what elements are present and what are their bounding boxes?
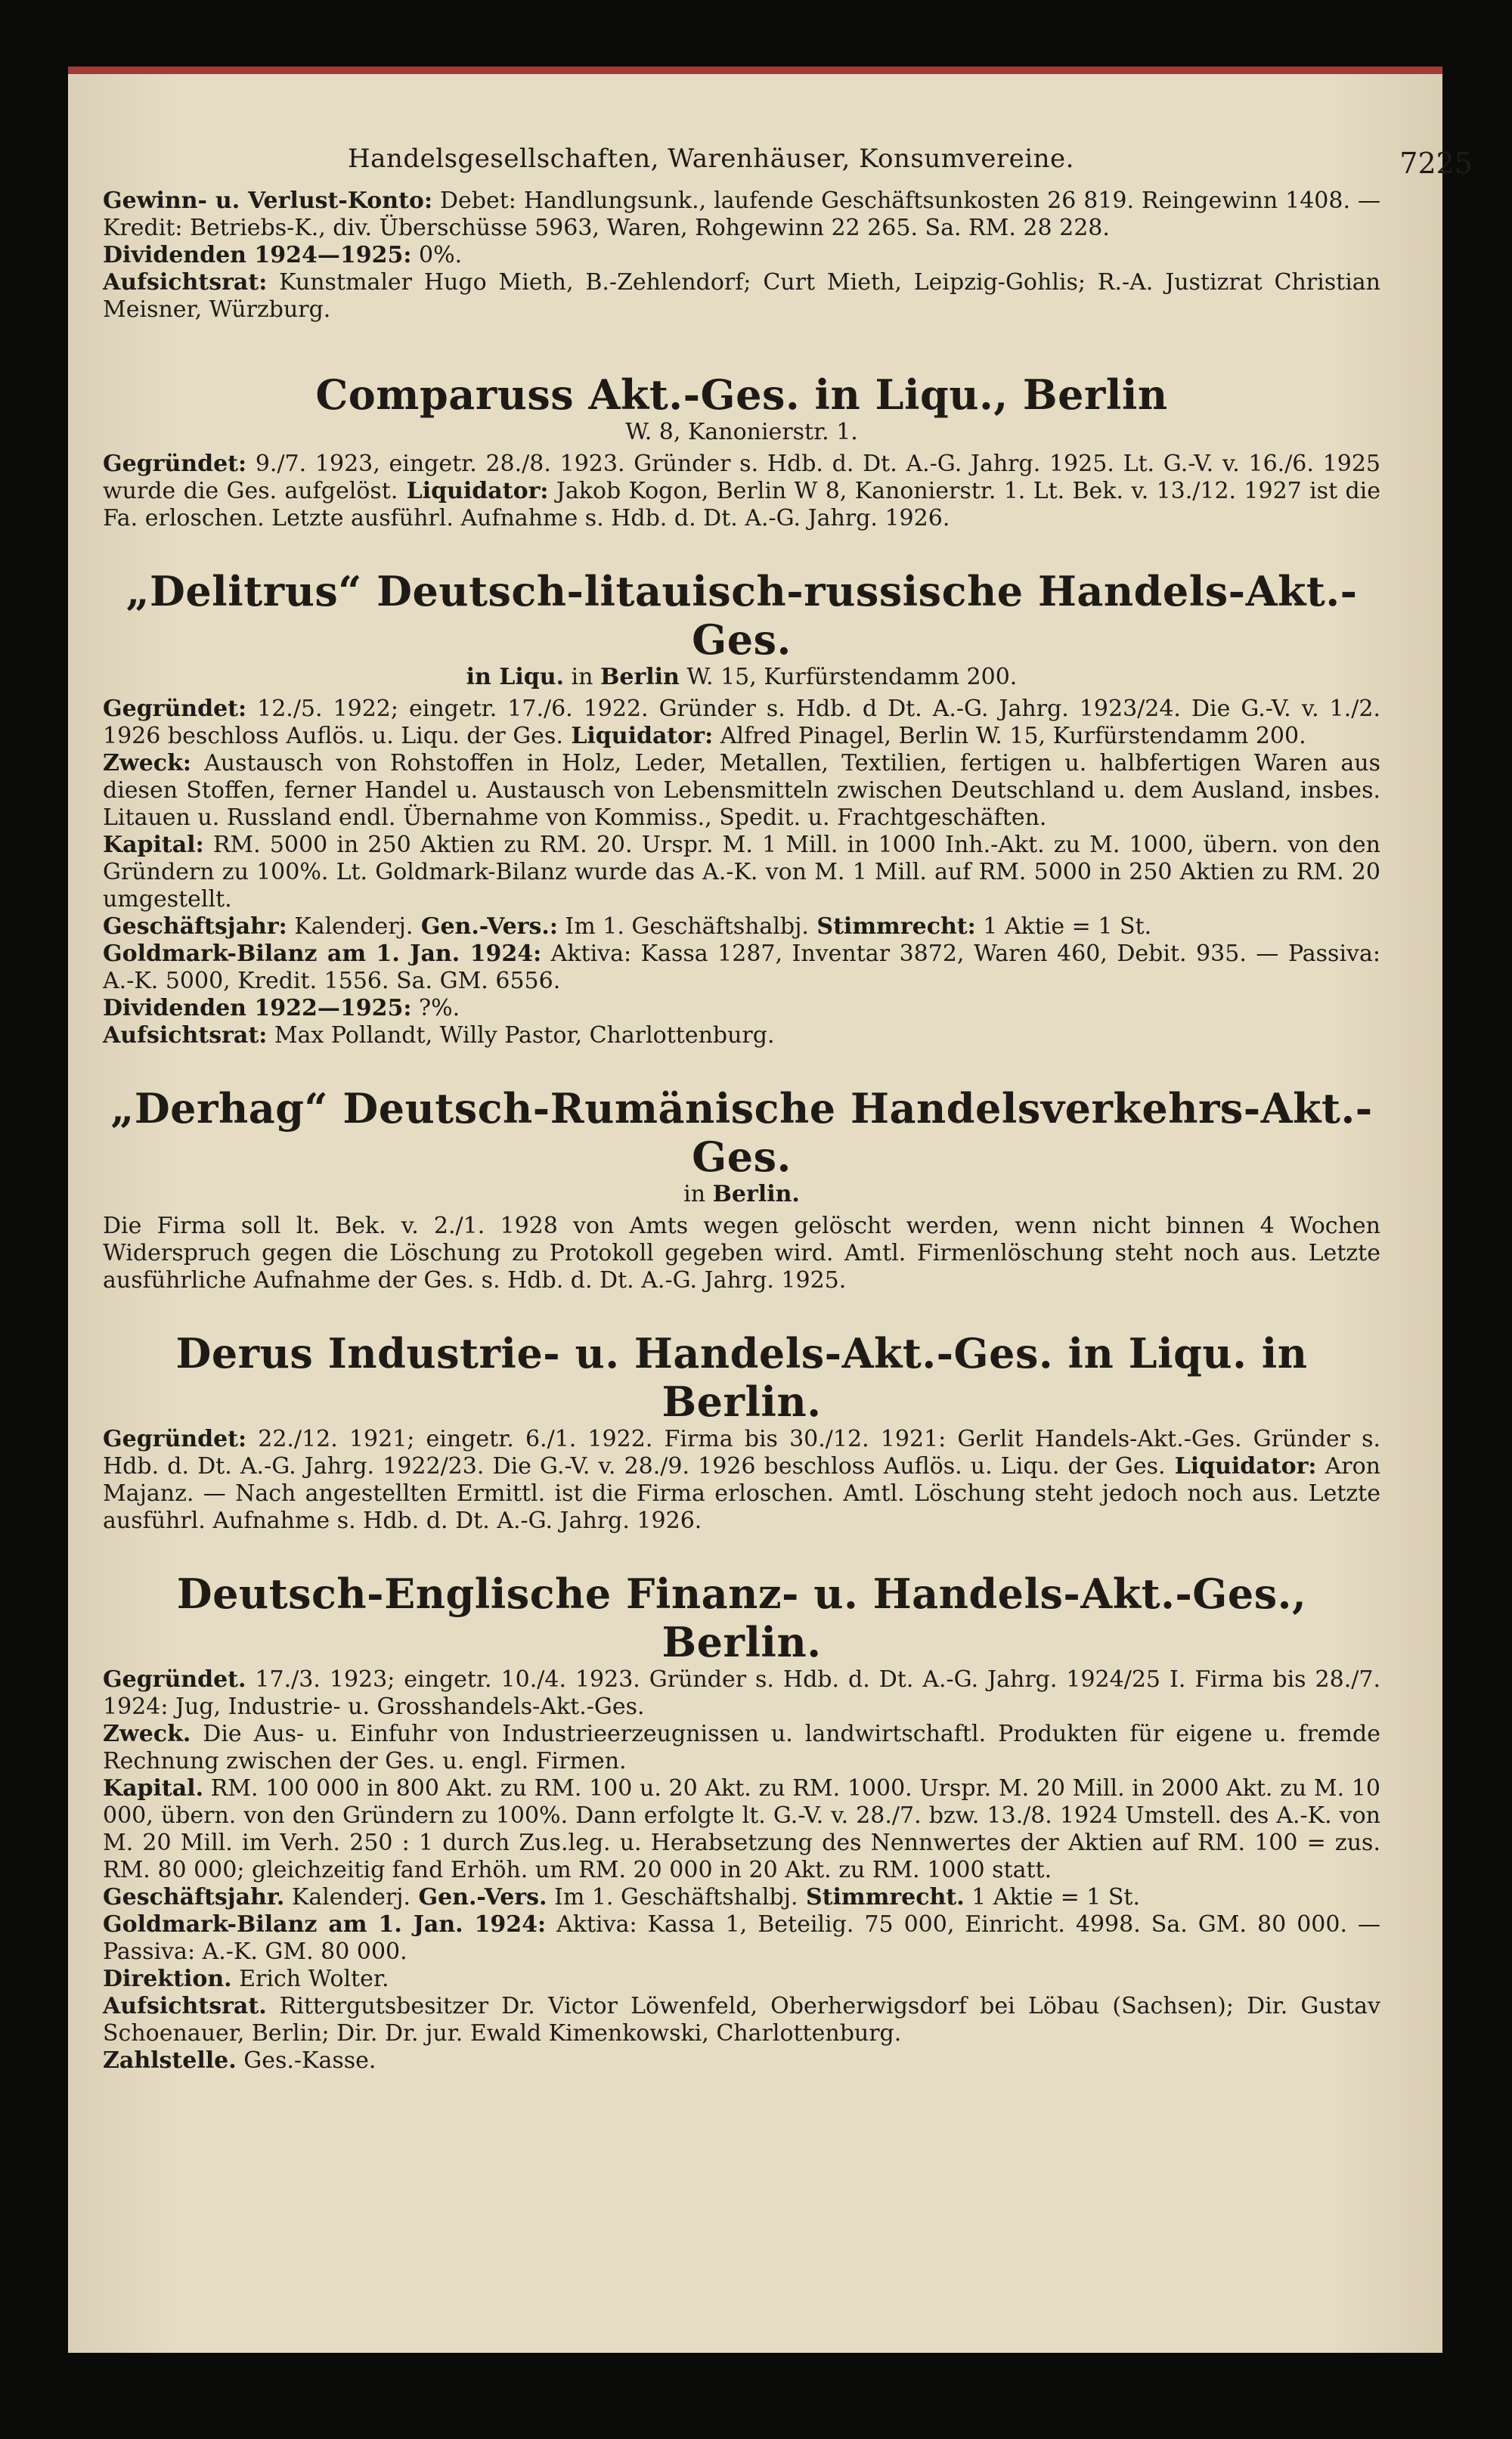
gv-konto-text: Debet: Handlungsunk., laufende Geschäftsunkosten 26 819. Reingewinn 1408. — Kredit: Betriebs-K., div. Überschüsse 5963, Waren, Rohgewinn 22 265. Sa. RM. 28 228.: [103, 187, 1380, 241]
de-gv-label: Gen.-Vers.: [411, 1884, 547, 1911]
delitrus-board-label: Aufsichtsrat:: [103, 1022, 268, 1049]
comparuss-liquidator-label: Liquidator:: [398, 478, 549, 504]
supervisory-board-paragraph: [103, 269, 1380, 324]
delitrus-fiscal-label: Geschäftsjahr:: [103, 913, 287, 940]
dividends-text: 0%.: [411, 242, 463, 268]
delitrus-balance-text: Aktiva: Kassa 1287, Inventar 3872, Waren 460, Debit. 935. — Passiva: A.-K. 5000, Kredit. 1556. Sa. GM. 6556.: [103, 941, 1380, 994]
delitrus-liquidator-text: Alfred Pinagel, Berlin W. 15, Kurfürstendamm 200.: [713, 723, 1306, 749]
de-paying-office-text: Ges.-Kasse.: [236, 2047, 376, 2074]
delitrus-capital-paragraph: [103, 832, 1380, 913]
delitrus-title: „Delitrus“ Deutsch-litauisch-russische Handels-Akt.-Ges.: [125, 567, 1358, 664]
de-capital-text: RM. 100 000 in 800 Akt. zu RM. 100 u. 20 Akt. zu RM. 1000. Urspr. M. 20 Mill. in 2000 Akt. zu M. 10 000, übern. von den Gründern zu 100%. Dann erfolgte lt. G.-V. v. 28./7. bzw. 13./8. 1924 Umstell. des A.-K. von M. 20 Mill. im Verh. 250 : 1 durch Zus.leg. u. Herabsetzung des Nennwertes der Aktien auf RM. 100 = zus. RM. 80 000; gleichzeitig fand Erhöh. um RM. 20 000 in 20 Akt. zu RM. 1000 statt.: [103, 1775, 1380, 1883]
comparuss-founded-text: 9./7. 1923, eingetr. 28./8. 1923. Gründer s. Hdb. d. Dt. A.-G. Jahrg. 1925. Lt. G.-V. v. 16./6. 1925 wurde die Ges. aufgelöst.: [103, 451, 1380, 504]
de-purpose-text: Die Aus- u. Einfuhr von Industrieerzeugnissen u. landwirtschaftl. Produkten für eigene u. fremde Rechnung zwischen der Ges. u. engl. Firmen.: [103, 1721, 1380, 1774]
derus-liquidator-text: Aron Majanz. — Nach angestellten Ermittl. ist die Firma erloschen. Amtl. Löschung steht jedoch noch aus. Letzte ausführl. Aufnahme s. Hdb. d. Dt. A.-G. Jahrg. 1926.: [103, 1453, 1381, 1534]
delitrus-capital-label: Kapital:: [103, 832, 204, 858]
de-direction-text: Erich Wolter.: [231, 1966, 389, 1992]
de-paying-office-paragraph: [103, 2047, 1380, 2075]
delitrus-in: in: [564, 664, 601, 690]
delitrus-balance-paragraph: [103, 941, 1380, 995]
de-board-label: Aufsichtsrat.: [103, 1993, 267, 2019]
delitrus-dividends-text: ?%.: [411, 995, 460, 1021]
delitrus-board-text: Max Pollandt, Willy Pastor, Charlottenburg.: [267, 1022, 775, 1049]
dividends-paragraph: [103, 242, 1380, 269]
derhag-title: „Derhag“ Deutsch-Rumänische Handelsverkehrs-Akt.-Ges.: [110, 1084, 1373, 1181]
derhag-in: in: [683, 1181, 713, 1207]
derhag-entry: [103, 1084, 1380, 1294]
delitrus-founded-text: 12./5. 1922; eingetr. 17./6. 1922. Gründer s. Hdb. d Dt. A.-G. Jahrg. 1923/24. Die G.-V. v. 1./2. 1926 beschloss Auflös. u. Liqu. der Ges.: [103, 696, 1380, 749]
delitrus-city: Berlin: [600, 664, 680, 690]
delitrus-dividends-paragraph: [103, 995, 1380, 1022]
de-balance-text: Aktiva: Kassa 1, Beteilig. 75 000, Einricht. 4998. Sa. GM. 80 000. — Passiva: A.-K. GM. 80 000.: [103, 1911, 1381, 1965]
page-content: [103, 187, 1380, 2075]
de-fiscal-paragraph: [103, 1884, 1380, 1911]
delitrus-fiscal-paragraph: [103, 913, 1380, 941]
de-board-paragraph: [103, 1993, 1380, 2047]
comparuss-entry: [103, 370, 1380, 532]
delitrus-gv-text: Im 1. Geschäftshalbj.: [557, 913, 809, 940]
de-paying-office-label: Zahlstelle.: [103, 2047, 237, 2074]
de-founded-text: 17./3. 1923; eingetr. 10./4. 1923. Gründer s. Hdb. d. Dt. A.-G. Jahrg. 1924/25 I. Firma bis 28./7. 1924: Jug, Industrie- u. Grosshandels-Akt.-Ges.: [103, 1666, 1380, 1720]
delitrus-fiscal-text: Kalenderj.: [287, 913, 414, 940]
delitrus-purpose-paragraph: [103, 750, 1380, 832]
comparuss-founded-label: Gegründet:: [103, 451, 247, 477]
intro-section: [103, 187, 1380, 324]
de-vote-label: Stimmrecht.: [798, 1884, 965, 1911]
derhag-paragraph: Die Firma soll lt. Bek. v. 2./1. 1928 von Amts wegen gelöscht werden, wenn nicht binnen 4 Wochen Widerspruch gegen die Löschung zu Protokoll gegeben wird. Amtl. Firmenlöschung steht noch aus. Letzte ausführliche Aufnahme der Ges. s. Hdb. d. Dt. A.-G. Jahrg. 1925.: [103, 1213, 1380, 1294]
de-founded-paragraph: [103, 1666, 1380, 1721]
delitrus-liqu: in Liqu.: [466, 664, 565, 690]
gv-konto-paragraph: [103, 187, 1380, 242]
delitrus-vote-label: Stimmrecht:: [808, 913, 976, 940]
deutsch-englische-entry: [103, 1570, 1380, 2075]
comparuss-title: Comparuss Akt.-Ges. in Liqu., Berlin: [315, 370, 1168, 419]
de-founded-label: Gegründet.: [103, 1666, 246, 1693]
de-balance-paragraph: [103, 1911, 1380, 1966]
derus-founded-paragraph: [103, 1426, 1380, 1535]
de-direction-paragraph: [103, 1966, 1380, 1993]
running-head: Handelsgesellschaften, Warenhäuser, Konsumvereine.: [348, 144, 1074, 174]
derhag-city: Berlin.: [712, 1181, 800, 1207]
supervisory-board-text: Kunstmaler Hugo Mieth, B.-Zehlendorf; Curt Mieth, Leipzig-Gohlis; R.-A. Justizrat Christian Meisner, Würzburg.: [103, 269, 1380, 323]
de-balance-label: Goldmark-Bilanz am 1. Jan. 1924:: [103, 1911, 547, 1938]
de-gv-text: Im 1. Geschäftshalbj.: [547, 1884, 798, 1911]
deutsch-englische-title: Deutsch-Englische Finanz- u. Handels-Akt.-Ges., Berlin.: [176, 1570, 1307, 1666]
delitrus-address: W. 15, Kurfürstendamm 200.: [679, 664, 1018, 690]
dividends-label: Dividenden 1924—1925:: [103, 242, 412, 268]
delitrus-dividends-label: Dividenden 1922—1925:: [103, 995, 412, 1021]
de-purpose-paragraph: [103, 1721, 1380, 1775]
derhag-subtitle: [103, 1181, 1380, 1208]
de-fiscal-text: Kalenderj.: [284, 1884, 411, 1911]
delitrus-subtitle: [103, 664, 1380, 691]
comparuss-liquidator-text: Jakob Kogon, Berlin W 8, Kanonierstr. 1. Lt. Bek. v. 13./12. 1927 ist die Fa. erloschen. Letzte ausführl. Aufnahme s. Hdb. d. Dt. A.-G. Jahrg. 1926.: [103, 478, 1381, 531]
delitrus-liquidator-label: Liquidator:: [562, 723, 714, 749]
derus-title: Derus Industrie- u. Handels-Akt.-Ges. in Liqu. in Berlin.: [175, 1329, 1308, 1426]
delitrus-founded-paragraph: [103, 696, 1380, 750]
comparuss-address: W. 8, Kanonierstr. 1.: [625, 419, 858, 445]
de-fiscal-label: Geschäftsjahr.: [103, 1884, 285, 1911]
de-direction-label: Direktion.: [103, 1966, 232, 1992]
delitrus-purpose-label: Zweck:: [103, 750, 191, 776]
delitrus-entry: [103, 567, 1380, 1049]
delitrus-vote-text: 1 Aktie = 1 St.: [975, 913, 1152, 940]
de-capital-label: Kapital.: [103, 1775, 204, 1802]
derus-founded-text: 22./12. 1921; eingetr. 6./1. 1922. Firma bis 30./12. 1921: Gerlit Handels-Akt.-Ges. Gründer s. Hdb. d. Dt. A.-G. Jahrg. 1922/23. Die G.-V. v. 28./9. 1926 beschloss Auflös. u. Liqu. der Ges.: [103, 1426, 1380, 1480]
derus-liquidator-label: Liquidator:: [1165, 1453, 1317, 1480]
derus-founded-label: Gegründet:: [103, 1426, 247, 1452]
delitrus-capital-text: RM. 5000 in 250 Aktien zu RM. 20. Urspr. M. 1 Mill. in 1000 Inh.-Akt. zu M. 1000, übern. von den Gründern zu 100%. Lt. Goldmark-Bilanz wurde das A.-K. von M. 1 Mill. auf RM. 5000 in 250 Aktien zu RM. 20 umgestellt.: [103, 832, 1380, 913]
de-capital-paragraph: [103, 1775, 1380, 1884]
gv-konto-label: Gewinn- u. Verlust-Konto:: [103, 187, 433, 214]
book-page: [68, 67, 1473, 2353]
delitrus-purpose-text: Austausch von Rohstoffen in Holz, Leder, Metallen, Textilien, fertigen u. halbfertigen Waren aus diesen Stoffen, ferner Handel u. Austausch von Lebensmitteln zwischen Deutschland u. dem Ausland, insbes. Litauen u. Russland endl. Übernahme von Kommiss., Spedit. u. Frachtgeschäften.: [103, 750, 1380, 831]
derus-entry: [103, 1329, 1380, 1535]
de-purpose-label: Zweck.: [103, 1721, 191, 1747]
delitrus-balance-label: Goldmark-Bilanz am 1. Jan. 1924:: [103, 941, 542, 967]
page-number: 7225: [1399, 147, 1473, 180]
supervisory-board-label: Aufsichtsrat:: [103, 269, 268, 296]
delitrus-founded-label: Gegründet:: [103, 696, 247, 722]
delitrus-board-paragraph: [103, 1022, 1380, 1049]
comparuss-founded-paragraph: [103, 451, 1380, 532]
de-vote-text: 1 Aktie = 1 St.: [964, 1884, 1141, 1911]
delitrus-gv-label: Gen.-Vers.:: [413, 913, 558, 940]
de-board-text: Rittergutsbesitzer Dr. Victor Löwenfeld, Oberherwigsdorf bei Löbau (Sachsen); Dir. Gustav Schoenauer, Berlin; Dir. Dr. jur. Ewald Kimenkowski, Charlottenburg.: [103, 1993, 1380, 2047]
